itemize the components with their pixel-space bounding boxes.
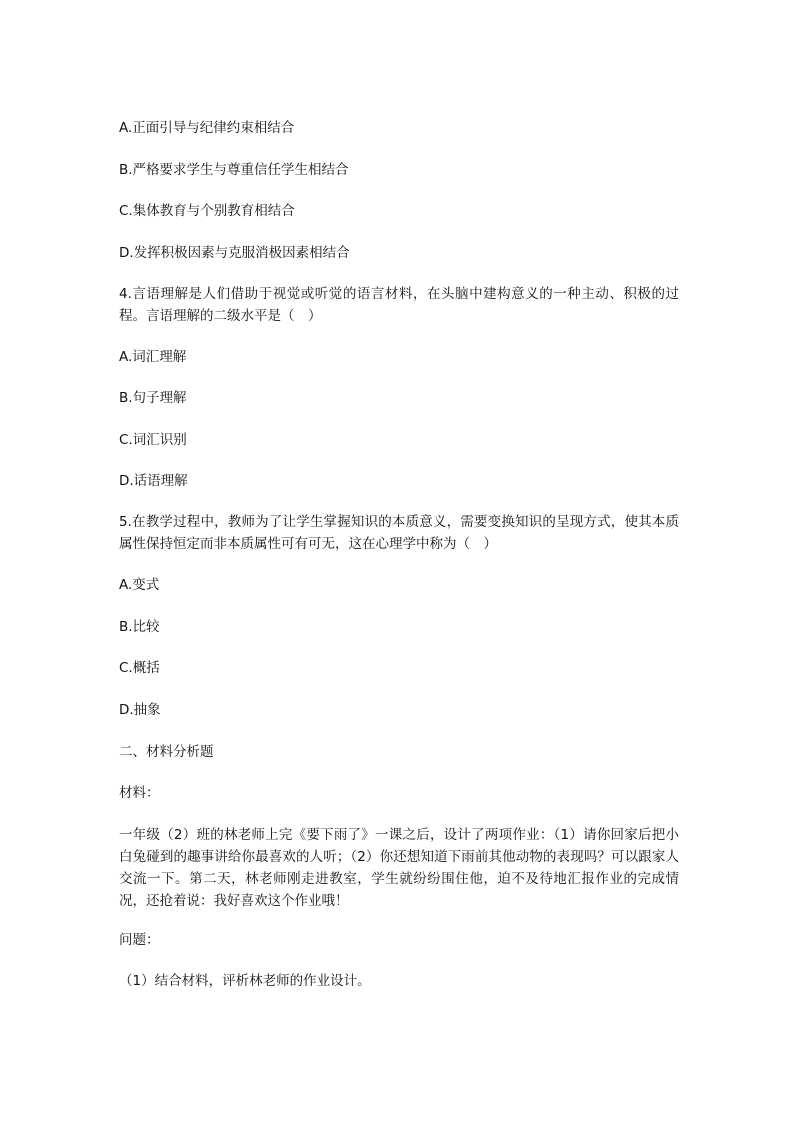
q3-option-d: D.发挥积极因素与克服消极因素相结合	[119, 245, 350, 261]
section-heading: 二、材料分析题	[119, 744, 214, 760]
q4-option-d: D.话语理解	[119, 473, 188, 489]
q5-option-a: A.变式	[119, 577, 160, 593]
q5-option-c: C.概括	[119, 660, 160, 676]
q5-option-d: D.抽象	[119, 702, 161, 718]
q4-option-a: A.词汇理解	[119, 349, 187, 365]
q5-option-b: B.比较	[119, 619, 160, 635]
q4-option-c: C.词汇识别	[119, 432, 187, 448]
material-text: 一年级（2）班的林老师上完《要下雨了》一课之后，设计了两项作业：（1）请你回家后把小白兔碰到的趣事讲给你最喜欢的人听；（2）你还想知道下雨前其他动物的表现吗？可以跟家人交流一下。第二天，林老师刚走进教室，学生就纷纷围住他，迫不及待地汇报作业的完成情况，还抢着说：我好喜欢这个作业哦！	[119, 827, 679, 909]
q3-option-c: C.集体教育与个别教育相结合	[119, 203, 295, 219]
question-label: 问题：	[119, 932, 160, 948]
q4-stem: 4.言语理解是人们借助于视觉或听觉的语言材料，在头脑中建构意义的一种主动、积极的过程。言语理解的二级水平是（ ）	[119, 286, 679, 324]
q3-option-b: B.严格要求学生与尊重信任学生相结合	[119, 162, 349, 178]
q3-option-a: A.正面引导与纪律约束相结合	[119, 120, 295, 136]
material-label: 材料：	[119, 785, 160, 801]
q5-stem: 5.在教学过程中，教师为了让学生掌握知识的本质意义，需要变换知识的呈现方式，使其本质属性保持恒定而非本质属性可有可无，这在心理学中称为（ ）	[119, 514, 679, 552]
question-1: （1）结合材料，评析林老师的作业设计。	[119, 973, 371, 989]
q4-option-b: B.句子理解	[119, 390, 187, 406]
